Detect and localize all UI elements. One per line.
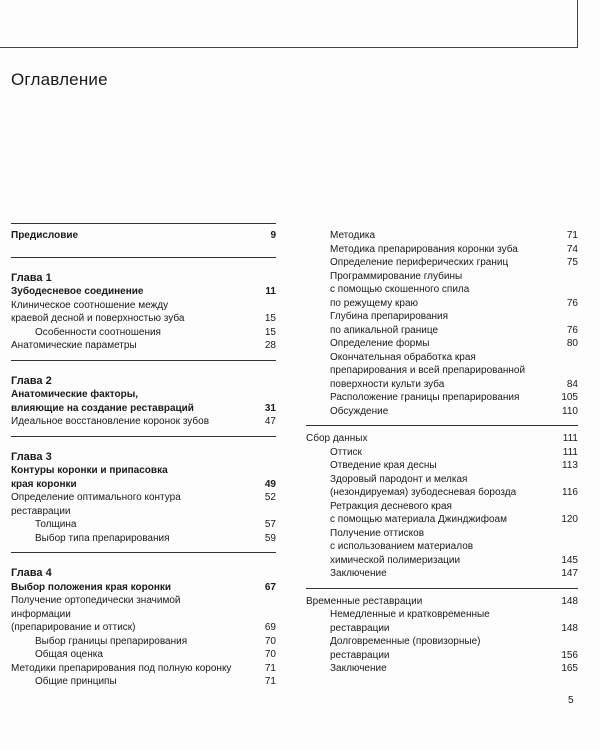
toc-left-column xyxy=(11,223,276,689)
toc-entry[interactable]: Программирование глубины xyxy=(330,270,463,282)
toc-entry[interactable]: Определение периферических границ 75 xyxy=(330,257,578,268)
toc-entry[interactable]: поверхности культи зуба 84 xyxy=(330,378,578,390)
toc-entry[interactable]: (препарирование и оттиск) 69 xyxy=(11,622,276,633)
toc-entry[interactable]: Выбор типа препарирования 59 xyxy=(35,532,276,544)
toc-entry[interactable]: реставрации 148 xyxy=(330,622,578,634)
toc-entry[interactable]: Особенности соотношения 15 xyxy=(35,326,276,338)
toc-entry[interactable]: Долговременные (провизорные) xyxy=(330,636,481,647)
toc-entry[interactable]: Получение ортопедически значимой информации xyxy=(11,595,181,620)
divider xyxy=(11,552,276,553)
toc-entry[interactable]: Толщина 57 xyxy=(35,519,276,530)
toc-entry[interactable]: Методика препарирования коронки зуба 74 xyxy=(330,243,578,255)
toc-entry[interactable]: Обсуждение 110 xyxy=(330,405,578,417)
page-title: Оглавление xyxy=(11,70,108,89)
toc-entry[interactable]: с помощью материала Джинджифоам 120 xyxy=(330,514,578,525)
divider xyxy=(306,588,578,589)
toc-entry[interactable]: Общие принципы 71 xyxy=(35,676,276,687)
toc-entry[interactable]: Немедленные и кратковременные xyxy=(330,609,490,620)
chapter-label: Глава 1 xyxy=(11,271,52,284)
toc-entry[interactable]: Заключение 165 xyxy=(330,663,578,674)
toc-entry[interactable]: Отведение края десны 113 xyxy=(330,460,578,471)
toc-entry[interactable]: краевой десной и поверхностью зуба 15 xyxy=(11,313,276,324)
toc-entry[interactable]: по апикальной границе 76 xyxy=(330,324,578,336)
toc-entry[interactable]: препарирования и всей препарированной xyxy=(330,365,526,376)
chapter-label: Глава 3 xyxy=(11,450,52,463)
divider xyxy=(11,257,276,258)
toc-entry[interactable]: Заключение 147 xyxy=(330,568,578,579)
toc-entry[interactable]: Оттиск 111 xyxy=(330,446,578,458)
top-frame-rule xyxy=(0,0,578,48)
toc-entry[interactable]: Общая оценка 70 xyxy=(35,649,276,660)
chapter-label: Глава 4 xyxy=(11,567,52,579)
divider xyxy=(11,360,276,361)
toc-entry[interactable]: Методики препарирования под полную коронку 71 xyxy=(11,662,276,674)
divider xyxy=(306,425,578,426)
toc-entry[interactable]: Определение формы 80 xyxy=(330,338,578,349)
toc-entry[interactable]: Анатомические параметры 28 xyxy=(11,340,276,351)
toc-entry[interactable]: Выбор границы препарирования 70 xyxy=(35,635,276,647)
toc-entry[interactable]: реставрации 156 xyxy=(330,649,578,661)
toc-entry[interactable]: по режущему краю 76 xyxy=(330,297,578,309)
section-entry[interactable]: Сбор данных 111 xyxy=(306,433,578,444)
toc-entry[interactable]: Глубина препарирования xyxy=(330,311,449,322)
toc-entry[interactable]: Предисловие 9 xyxy=(11,230,276,241)
toc-entry[interactable]: Расположение границы препарирования 105 xyxy=(330,392,578,403)
section-entry[interactable]: Временные реставрации 148 xyxy=(306,595,578,607)
toc-entry[interactable]: Определение оптимального контура реставрации 52 xyxy=(11,492,276,517)
toc-entry[interactable]: Здоровый пародонт и мелкая xyxy=(330,473,468,485)
toc-entry[interactable]: Окончательная обработка края xyxy=(330,351,476,363)
chapter-heading[interactable]: Анатомические факторы, xyxy=(11,389,139,400)
chapter-heading[interactable]: влияющие на создание реставраций 31 xyxy=(11,402,276,414)
page-number: 5 xyxy=(568,695,574,706)
toc-entry[interactable]: химической полимеризации 145 xyxy=(330,554,578,566)
chapter-heading[interactable]: края коронки 49 xyxy=(11,478,276,490)
chapter-heading[interactable]: Зубодесневое соединение 11 xyxy=(11,286,276,297)
toc-right-column xyxy=(306,229,578,676)
toc-entry[interactable]: с использованием материалов xyxy=(330,541,474,552)
toc-entry[interactable]: Ретракция десневого края xyxy=(330,500,452,512)
divider xyxy=(11,436,276,437)
divider xyxy=(11,223,276,224)
chapter-label: Глава 2 xyxy=(11,374,52,387)
chapter-heading[interactable]: Выбор положения края коронки 67 xyxy=(11,581,276,593)
toc-entry[interactable]: Клиническое соотношение между xyxy=(11,299,169,311)
toc-entry[interactable]: Получение оттисков xyxy=(330,527,425,539)
chapter-heading[interactable]: Контуры коронки и припасовка xyxy=(11,465,168,476)
toc-entry[interactable]: с помощью скошенного спила xyxy=(330,284,470,295)
toc-entry[interactable]: Идеальное восстановление коронок зубов 47 xyxy=(11,416,276,427)
toc-entry[interactable]: Методика 71 xyxy=(330,230,578,241)
toc-entry[interactable]: (незондируемая) зубодесневая борозда 116 xyxy=(330,487,578,498)
